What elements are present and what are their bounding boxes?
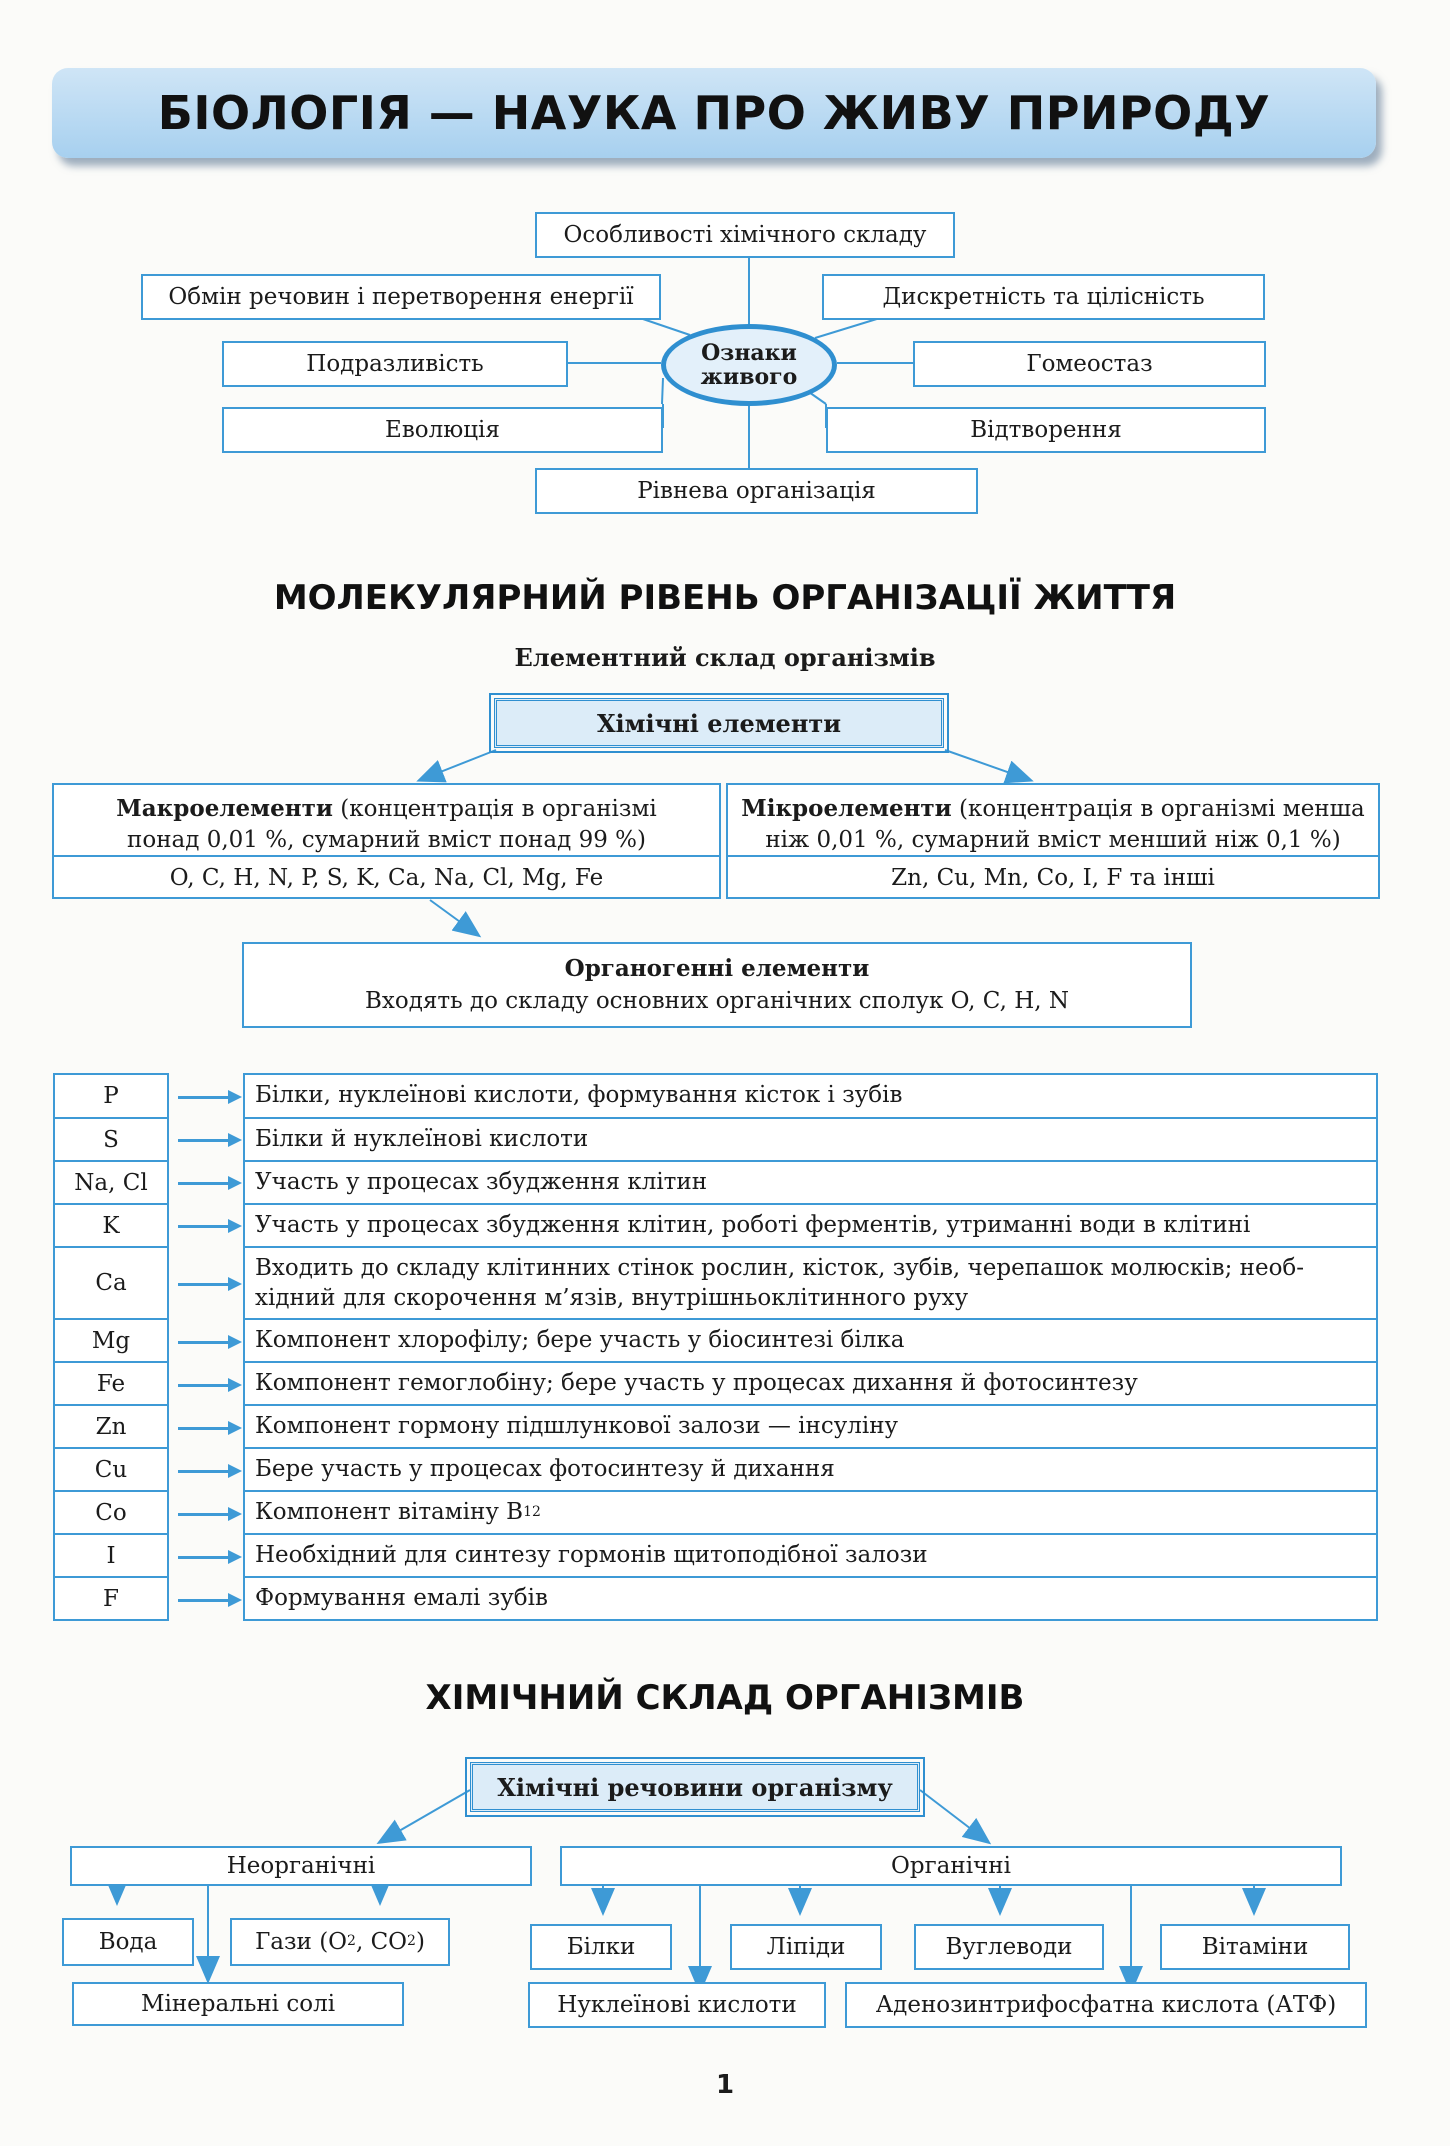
- atp-box: Аденозинтрифосфатна кислота (АТФ): [845, 1982, 1367, 2028]
- arrow-right-icon: [178, 1139, 238, 1142]
- gases-sub1: 2: [347, 1933, 356, 1950]
- organogenic-title: Органогенні елементи: [564, 955, 870, 982]
- page-title: БІОЛОГІЯ — НАУКА ПРО ЖИВУ ПРИРОДУ: [52, 68, 1376, 158]
- element-description: Білки й нуклеїнові кислоти: [243, 1117, 1378, 1162]
- vitamin-text: Компонент вітаміну B: [255, 1498, 524, 1525]
- element-symbol-column: [53, 1073, 169, 1621]
- chemical-elements-label: Хімічні елементи: [494, 698, 944, 748]
- element-symbol: F: [53, 1576, 169, 1621]
- element-description-line1: Входить до складу клітинних стінок рослин, кісток, зубів, черепашок молюсків; необ-: [255, 1255, 1305, 1281]
- element-symbol: S: [53, 1117, 169, 1162]
- element-description: Участь у процесах збудження клітин, роботі ферментів, утриманні води в клітині: [243, 1203, 1378, 1248]
- water-box: Вода: [62, 1918, 194, 1966]
- element-symbol: Na, Cl: [53, 1160, 169, 1205]
- sign-chemical-composition: Особливості хімічного складу: [535, 212, 955, 258]
- element-description: Компонент хлорофілу; бере участь у біосинтезі білка: [243, 1318, 1378, 1363]
- element-symbol: Fe: [53, 1361, 169, 1406]
- element-symbol: Cu: [53, 1447, 169, 1492]
- sign-irritability: Подразливість: [222, 341, 568, 387]
- mineral-salts-box: Мінеральні солі: [72, 1982, 404, 2026]
- inorganic-label: Неорганічні: [70, 1846, 532, 1886]
- lipids-box: Ліпіди: [730, 1924, 882, 1970]
- element-description: Бере участь у процесах фотосинтезу й дихання: [243, 1447, 1378, 1492]
- carbohydrates-box: Вуглеводи: [914, 1924, 1104, 1970]
- macroelements-box: [52, 783, 721, 899]
- sign-homeostasis: Гомеостаз: [913, 341, 1266, 387]
- arrow-right-icon: [178, 1096, 238, 1099]
- vitamin-subscript: 12: [523, 1504, 541, 1521]
- chemical-substances-label: Хімічні речовини організму: [470, 1762, 920, 1812]
- nucleic-acids-box: Нуклеїнові кислоти: [528, 1982, 826, 2028]
- element-symbol: Co: [53, 1490, 169, 1535]
- organogenic-elements-box: [242, 942, 1192, 1028]
- micro-line2: ніж 0,01 %, сумарний вміст менший ніж 0,1 %): [765, 827, 1341, 854]
- center-line2: живого: [700, 364, 798, 390]
- micro-list: Zn, Cu, Mn, Co, I, F та інші: [891, 865, 1215, 892]
- arrow-right-icon: [178, 1182, 238, 1185]
- micro-line1: (концентрація в організмі менша: [951, 796, 1365, 822]
- micro-bold: Мікроелементи: [741, 795, 952, 822]
- elemental-composition-subtitle: Елементний склад організмів: [514, 643, 936, 672]
- sign-levels: Рівнева організація: [535, 468, 978, 514]
- element-description: Білки, нуклеїнові кислоти, формування кісток і зубів: [243, 1073, 1378, 1119]
- element-symbol: Mg: [53, 1318, 169, 1363]
- element-symbol: Zn: [53, 1404, 169, 1449]
- organogenic-text: Входять до складу основних органічних сполук O, C, H, N: [364, 988, 1070, 1015]
- molecular-level-title: МОЛЕКУЛЯРНИЙ РІВЕНЬ ОРГАНІЗАЦІЇ ЖИТТЯ: [273, 578, 1177, 618]
- arrow-right-icon: [178, 1599, 238, 1602]
- element-symbol: P: [53, 1073, 169, 1119]
- proteins-box: Білки: [530, 1924, 672, 1970]
- organic-label: Органічні: [560, 1846, 1342, 1886]
- element-description: Необхідний для синтезу гормонів щитоподібної залози: [243, 1533, 1378, 1578]
- element-description: Компонент гормону підшлункової залози — інсуліну: [243, 1404, 1378, 1449]
- element-description: [243, 1246, 1378, 1320]
- sign-evolution: Еволюція: [222, 407, 663, 453]
- page-number: 1: [715, 2070, 735, 2100]
- element-description: Участь у процесах збудження клітин: [243, 1160, 1378, 1205]
- arrow-right-icon: [178, 1556, 238, 1559]
- arrow-right-icon: [178, 1427, 238, 1430]
- element-description: Формування емалі зубів: [243, 1576, 1378, 1621]
- sign-discreteness: Дискретність та цілісність: [822, 274, 1265, 320]
- macro-bold: Макроелементи: [116, 795, 333, 822]
- arrow-right-icon: [178, 1341, 238, 1344]
- element-description: Компонент гемоглобіну; бере участь у процесах дихання й фотосинтезу: [243, 1361, 1378, 1406]
- gases-box: [230, 1918, 450, 1966]
- gases-suffix: ): [415, 1928, 425, 1955]
- microelements-box: [726, 783, 1380, 899]
- arrow-right-icon: [178, 1283, 238, 1286]
- center-line1: Ознаки: [701, 339, 797, 366]
- gases-prefix: Гази (O: [255, 1928, 348, 1955]
- macro-line2: понад 0,01 %, сумарний вміст понад 99 %): [127, 827, 646, 854]
- element-symbol: Ca: [53, 1246, 169, 1320]
- arrow-right-icon: [178, 1225, 238, 1228]
- gases-mid: , CO: [355, 1928, 408, 1955]
- arrow-right-icon: [178, 1384, 238, 1387]
- arrow-right-icon: [178, 1513, 238, 1516]
- macro-line1: (концентрація в організмі: [332, 796, 657, 822]
- macro-list: O, C, H, N, P, S, K, Ca, Na, Cl, Mg, Fe: [169, 865, 604, 892]
- element-symbol: K: [53, 1203, 169, 1248]
- chemical-composition-title: ХІМІЧНИЙ СКЛАД ОРГАНІЗМІВ: [425, 1678, 1025, 1718]
- signs-of-life-center: [661, 324, 837, 406]
- vitamins-box: Вітаміни: [1160, 1924, 1350, 1970]
- gases-sub2: 2: [407, 1933, 416, 1950]
- element-description: [243, 1490, 1378, 1535]
- element-symbol: I: [53, 1533, 169, 1578]
- element-description-column: [243, 1073, 1378, 1621]
- arrow-right-icon: [178, 1470, 238, 1473]
- sign-reproduction: Відтворення: [826, 407, 1266, 453]
- sign-metabolism: Обмін речовин і перетворення енергії: [141, 274, 661, 320]
- element-description-line2: хідний для скорочення м’язів, внутрішньоклітинного руху: [255, 1284, 969, 1311]
